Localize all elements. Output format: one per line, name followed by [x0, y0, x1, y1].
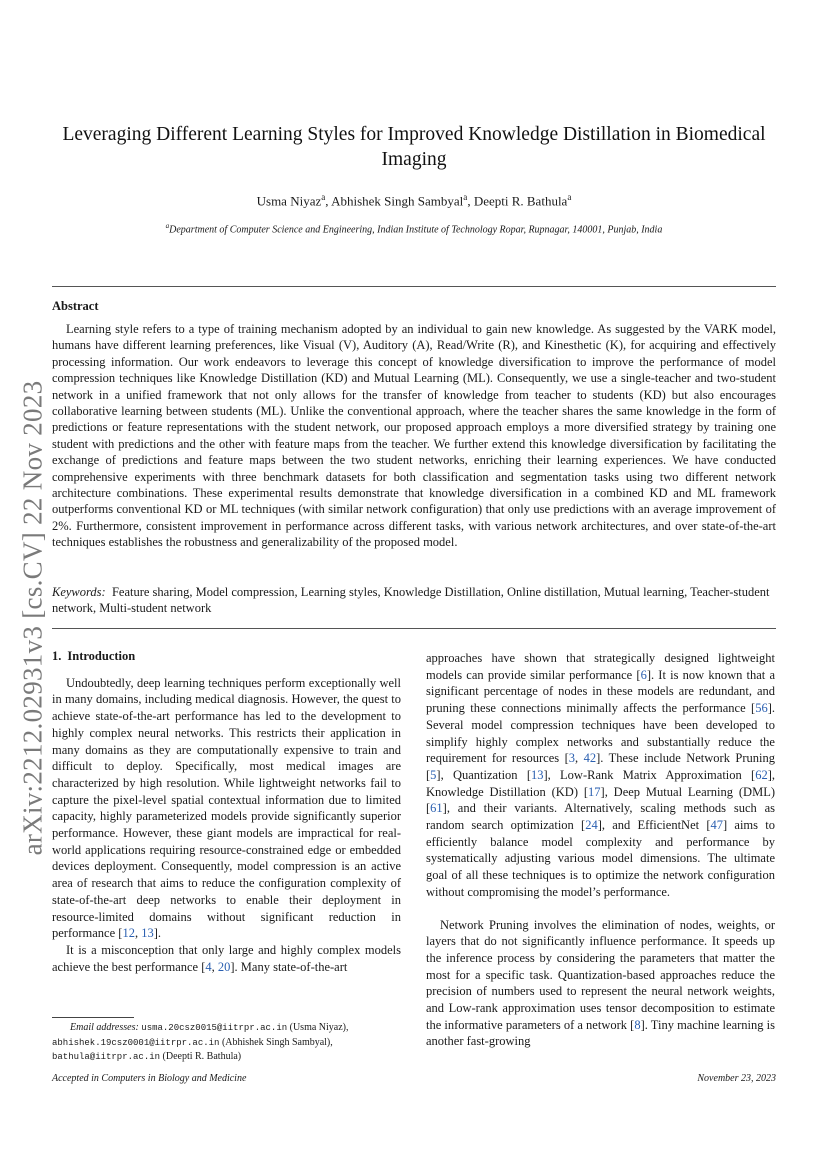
- author-affil-mark: a: [463, 192, 468, 202]
- citation-link[interactable]: 12: [122, 926, 135, 941]
- text-run: ,: [575, 751, 584, 766]
- author-name: Usma Niyaz: [256, 193, 322, 209]
- section-heading: [52, 648, 401, 665]
- author-affil-mark: a: [567, 192, 572, 202]
- text-run: ]. It is now known that a significant percentage of nodes in these models are redundant, and pruning these connections minimally affects the performance [: [426, 667, 776, 716]
- text-run: ] aims to efficiently balance model complexity and performance by systematically adjusting various model dimensions. The ultimate goal of all these techniques is to optimize the network configuration without compromising the model’s performance.: [426, 818, 775, 899]
- divider: [52, 286, 776, 287]
- section-title: Introduction: [67, 649, 136, 663]
- footnote-emails: Email addresses: usma.20csz0015@iitrpr.ac.in (Usma Niyaz), abhishek.19csz0001@iitrpr.ac.in (Abhishek Singh Sambyal), bathula@iitrpr.ac.in (Deepti R. Bathula): [52, 1022, 349, 1063]
- citation-link[interactable]: 56: [755, 701, 768, 716]
- citation-link[interactable]: 4: [205, 959, 212, 974]
- paper-title: Leveraging Different Learning Styles for Improved Knowledge Distillation in Biomedical Imaging: [62, 124, 766, 170]
- text-run: ], Low-Rank Matrix Approximation [: [543, 767, 756, 782]
- footer-date: November 23, 2023: [697, 1073, 776, 1084]
- text-run: ]. Several model compression techniques have been developed to simplify highly complex networks and substantially reduce the requirement for resources [: [426, 701, 775, 766]
- abstract-text: Learning style refers to a type of training mechanism adopted by an individual to gain new knowledge. As suggested by the VARK model, humans have different learning preferences, like Visual (V), Auditory (A), Read/Write (R), and Kinesthetic (K), for acquiring and effectively processing information. Our work endeavors to leverage this concept of knowledge diversification to improve the performance of model compression techniques like Knowledge Distillation (KD) and Mutual Learning (ML). Consequently, we use a single-teacher and two-student network in a unified framework that not only allows for the transfer of knowledge from teacher to students (KD) but also encourages collaborative learning between students (ML). Unlike the conventional approach, where the teacher shares the same knowledge in the form of predictions or feature representations with the student network, our proposed approach employs a more diversified strategy by training one student with predictions and the other with feature maps from the teacher. We further extend this knowledge diversification by facilitating the exchange of predictions and feature maps between the two student networks, enriching their learning experiences. We have conducted comprehensive experiments with three benchmark datasets for both classification and segmentation tasks using two different network architecture combinations. These experimental results demonstrate that knowledge diversification in a combined KD and ML framework outperforms conventional KD or ML techniques (with similar network configuration) that only use predictions with an average improvement of 2%. Furthermore, consistent improvement in performance across different tasks, with various network architectures, and over state-of-the-art techniques establishes the robustness and generalizability of the proposed model.: [52, 322, 776, 550]
- citation-link[interactable]: 5: [430, 767, 437, 782]
- text-run: ], and EfficientNet [: [597, 818, 711, 833]
- email-link[interactable]: bathula@iitrpr.ac.in: [52, 1052, 161, 1063]
- affiliation: [52, 222, 776, 235]
- text-run: approaches have shown that strategically designed lightweight models can provide similar performance [: [426, 651, 775, 682]
- citation-link[interactable]: 62: [755, 767, 768, 782]
- arxiv-sidebar: [8, 355, 58, 880]
- column-right: [426, 650, 775, 1050]
- continuation-text: [426, 651, 775, 899]
- keywords-label: Keywords:: [52, 585, 106, 599]
- text-run: ], Knowledge Distillation (KD) [: [426, 767, 775, 799]
- citation-link[interactable]: 13: [141, 926, 154, 941]
- author-name: Abhishek Singh Sambyal: [331, 193, 464, 209]
- text-run: ], Deep Mutual Learning (DML) [: [426, 784, 775, 816]
- column-left: [52, 648, 401, 975]
- author-list: Usma Niyaz$^a$, Abhishek Singh Sambyal$^a$, Deepti R. Bathula$^a$: [256, 192, 572, 209]
- divider: [52, 628, 776, 629]
- citation-link[interactable]: 24: [585, 818, 598, 833]
- citation-link[interactable]: 61: [430, 801, 443, 816]
- citation-link[interactable]: 13: [530, 767, 544, 782]
- citation-link[interactable]: 6: [640, 667, 647, 682]
- footer-journal: Accepted in Computers in Biology and Medicine: [52, 1073, 247, 1084]
- text-run: ], Quantization [: [436, 767, 531, 782]
- citation-link[interactable]: 3: [568, 751, 575, 766]
- affiliation-mark: a: [165, 222, 170, 230]
- keywords-text: Feature sharing, Model compression, Learning styles, Knowledge Distillation, Online distillation, Mutual learning, Teacher-student network, Multi-student network: [52, 585, 770, 616]
- text-run: ]. These include Network Pruning [: [426, 751, 776, 782]
- author-affil-mark: a: [321, 192, 326, 202]
- paragraph: Undoubtedly, deep learning techniques perform exceptionally well in many domains, including medical diagnosis. However, the quest to achieve state-of-the-art performance has led to the development to highly complex neural networks. This restricts their application in many domains as they are computationally expensive to train and difficult to deploy. Specifically, most medical images are characterized by high resolution. While lightweight networks fail to capture the pixel-level spatial contextual information due to limited capacity, highly parameterized models provide significantly superior performance. However, these giant models are impractical for real-world applications requiring resource-constrained edge or embedded devices deployment. Consequently, model compression is an active area of research that aims to reduce the configuration complexity of state-of-the-art deep networks to enable their deployment in resource-limited domains without significant reduction in performance [12, 13].: [52, 675, 401, 941]
- citation-link[interactable]: 47: [710, 818, 723, 833]
- section-number: 1.: [52, 649, 62, 663]
- email-link[interactable]: abhishek.19csz0001@iitrpr.ac.in: [52, 1037, 220, 1048]
- affiliation-text: Department of Computer Science and Engineering, Indian Institute of Technology Ropar, Rupnagar, 140001, Punjab, India: [169, 224, 663, 236]
- footnote-label: Email addresses:: [70, 1022, 139, 1033]
- email-link[interactable]: usma.20csz0015@iitrpr.ac.in: [141, 1023, 288, 1033]
- citation-link[interactable]: 8: [634, 1017, 641, 1032]
- arxiv-identifier[interactable]: arXiv:2212.02931v3 [cs.CV] 22 Nov 2023: [17, 380, 48, 855]
- footnote-rule: [52, 1017, 134, 1018]
- citation-link[interactable]: 42: [583, 751, 597, 766]
- citation-link[interactable]: 17: [588, 784, 601, 799]
- text-run: ], and their variants. Alternatively, scaling methods such as random search optimization [: [426, 801, 775, 833]
- paragraph: Network Pruning involves the elimination of nodes, weights, or layers that do not significantly influence performance. It speeds up the inference process by considering the parameters that matter the most for a specific task. Quantization-based approaches reduce the precision of numbers used to represent the neural network weights, and Low-rank approximation uses tensor decomposition to estimate the informative parameters of a network [8]. Tiny machine learning is another fast-growing: [426, 917, 775, 1049]
- keywords: [52, 584, 776, 617]
- paragraph: It is a misconception that only large and highly complex models achieve the best performance [4, 20]. Many state-of-the-art: [52, 942, 401, 974]
- paragraph-continued: [426, 650, 775, 901]
- citation-link[interactable]: 20: [217, 959, 231, 974]
- abstract-heading: Abstract: [52, 299, 99, 313]
- author-name: Deepti R. Bathula: [473, 193, 568, 209]
